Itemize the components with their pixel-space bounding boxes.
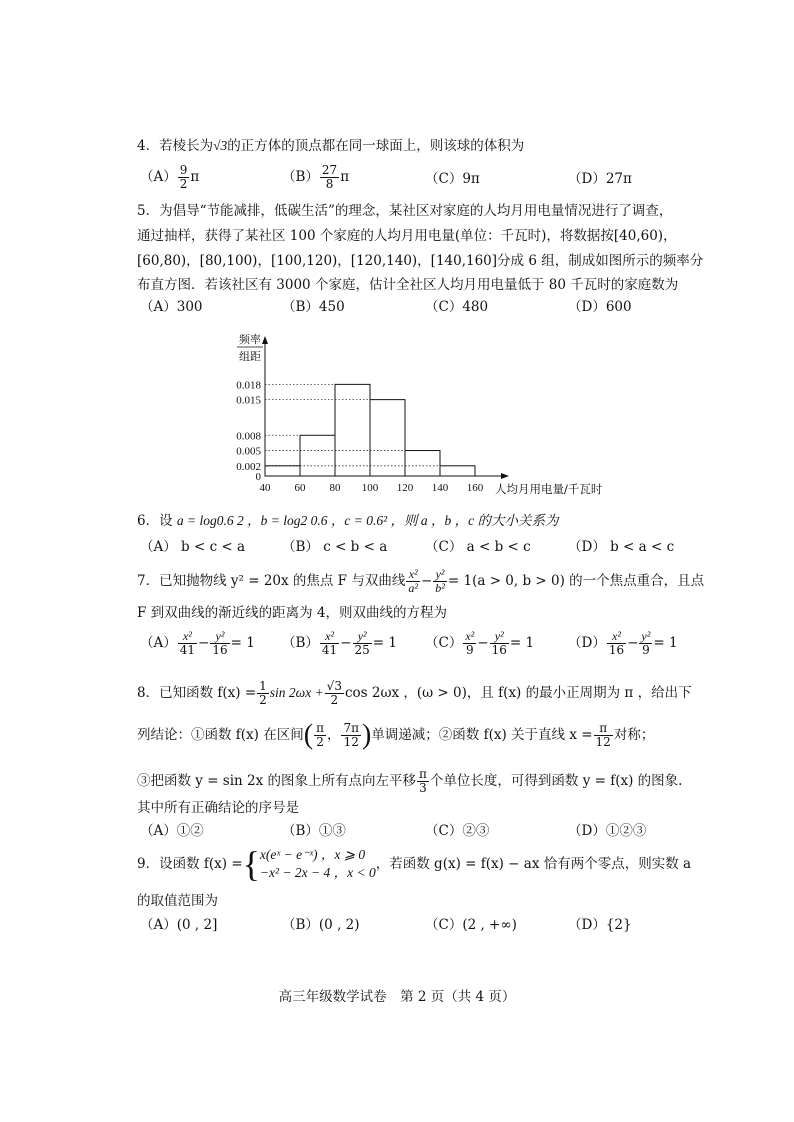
q4-option-c: （C）9π [425,171,480,187]
q7-option-a: （A） $\frac{\text{x²}}{41}$ − $\frac{\text{y²}}{16}$ = 1 [140,629,255,657]
q9-line-2: 的取值范围为 [137,893,218,909]
q9-option-a: （A）(0 , 2] [140,917,218,933]
q7-option-c: （C） $\frac{\text{x²}}{9}$ − $\frac{\text{y²}}{16}$ = 1 [425,629,535,657]
q9-option-c: （C）(2 , +∞) [425,917,517,933]
q5-line-1: 5．为倡导“节能减排，低碳生活”的理念，某社区对家庭的人均月用电量情况进行了调查， [137,203,673,219]
q5-line-4: 布直方图．若该社区有 3000 个家庭，估计全社区人均月用电量低于 80 千瓦时的家庭数为 [137,277,679,293]
q7-option-d: （D） $\frac{\text{x²}}{16}$ − $\frac{\text{y²}}{9}$ = 1 [568,629,678,657]
y-axis-label-denominator: 组距 [239,350,261,363]
q9-option-b: （B）(0 , 2) [282,917,360,933]
q6-option-a: （A） b < c < a [140,539,246,555]
x-tick-label: 120 [396,482,414,494]
x-tick-label: 100 [361,482,379,494]
y-tick-label: 0 [255,471,261,483]
q4-option-a [140,164,199,191]
q8-stem: 8．已知函数 f(x) = $\frac{1}{2}$ sin 2ωx + $\frac{√3}{2}$ cos 2ωx ，(ω > 0)，且 f(x) 的最小正周期为 π ，给出下 [137,679,692,707]
q8-option-a: （A）①② [140,823,204,839]
option-label: （A） [140,169,177,185]
q5-option-c: （C）480 [425,299,489,315]
q5-option-b: （B）450 [282,299,345,315]
q6-option-d: （D） b < a < c [568,539,675,555]
y-axis-arrow [262,336,268,344]
q6-option-c: （C） a < b < c [425,539,531,555]
x-tick-label: 160 [466,482,484,494]
fraction-y2-b2: $\frac{\text{y²}}{\text{b²}}$ [435,567,445,595]
option-label: （B） [282,169,319,185]
q4-suffix: 的正方体的顶点都在同一球面上，则该球的体积为 [227,138,525,154]
x-tick-label: 80 [329,482,341,494]
q4-stem [137,137,524,155]
page-footer: 高三年级数学试卷 第 2 页（共 4 页） [278,989,516,1005]
y-tick-label: 0.015 [236,394,261,407]
x-tick-label: 60 [294,482,306,494]
q7-option-b: （B） $\frac{\text{x²}}{41}$ − $\frac{\text{y²}}{25}$ = 1 [282,629,397,657]
pi-symbol: π [190,169,200,185]
q8-line-2: 列结论：①函数 f(x) 在区间( $\frac{\pi}{2}$ ， $\frac{7\pi}{12}$ )单调递减；②函数 f(x) 关于直线 x = $\frac{\pi}{12}$ 对称； [137,719,655,751]
histogram-bar [405,451,440,476]
histogram-bar [440,466,475,476]
q6-stem [137,512,559,530]
fraction: $\frac{9}{2}$ [179,163,188,191]
q5-line-2: 通过抽样，获得了某社区 100 个家庭的人均月用电量(单位：千瓦时)，将数据按[40,60)， [137,228,677,244]
histogram-bar [335,384,370,476]
q7-suffix: = 1(a > 0, b > 0) 的一个焦点重合，且点 [447,573,705,589]
q8-option-d: （D）①②③ [568,823,647,839]
q8-option-c: （C）②③ [425,823,490,839]
q5-option-d: （D）600 [568,299,632,315]
histogram-bar [300,435,335,476]
y-tick-label: 0.008 [236,430,261,443]
frequency-histogram [225,330,603,500]
q9-option-d: （D）{2} [568,917,632,933]
pi-symbol: π [340,169,350,185]
histogram-bar [265,466,300,476]
q5-line-3: [60,80)，[80,100)，[100,120)，[120,140)，[140,160]分成 6 组，制成如图所示的频率分 [137,253,704,269]
fraction: $\frac{27}{8}$ [321,163,338,191]
y-tick-label: 0.018 [236,379,261,392]
x-tick-label: 40 [259,482,271,494]
piecewise-definition: x(eˣ − e⁻ˣ) ，x ⩾ 0 −x² − 2x − 4 ，x < 0 [259,847,376,880]
histogram-bar [370,400,405,476]
q4-option-d: （D）27π [568,171,632,187]
q4-option-b [282,164,349,191]
y-tick-label: 0.005 [236,445,261,458]
y-axis-label-numerator: 频率 [239,333,261,346]
x-tick-label: 140 [431,482,449,494]
x-axis-label: 人均月用电量/千瓦时 [495,482,603,496]
y-tick-label: 0.002 [236,460,261,473]
q5-option-a: （A）300 [140,299,203,315]
q6-prefix: 6．设 [137,513,177,529]
fraction-x2-a2: $\frac{\text{x²}}{\text{a²}}$ [408,567,418,595]
q8-line-4: 其中所有正确结论的序号是 [137,800,299,816]
q4-sqrt3: √3 [213,138,228,153]
q8-line-3: ③把函数 y = sin 2x 的图象上所有点向左平移 $\frac{\pi}{3}$ 个单位长度，可得到函数 y = f(x) 的图象. [137,767,683,795]
q7-stem: 7．已知抛物线 y² = 20x 的焦点 F 与双曲线 $\frac{\text{x²}}{\text{a²}}$ − $\frac{\text{y²}}{\text{b²}}$ = 1(a > 0, b > 0) 的一个焦点重合，且点 [137,567,705,595]
q6-option-b: （B） c < b < a [282,539,388,555]
q7-prefix: 7．已知抛物线 y² = 20x 的焦点 F 与双曲线 [137,573,406,589]
q4-prefix: 4．若棱长为 [137,138,214,154]
q8-option-b: （B）①③ [282,823,346,839]
q6-expression: a = log0.6 2 ，b = log2 0.6 ，c = 0.6² ，则 a ，b ，c 的大小关系为 [176,513,559,528]
q9-stem: 9．设函数 f(x) ={ x(eˣ − e⁻ˣ) ，x ⩾ 0 −x² − 2x − 4 ，x < 0 ，若函数 g(x) = f(x) − ax 恰有两个零点，则实数 a [137,844,692,884]
x-axis-arrow [501,473,509,479]
q7-line-2: F 到双曲线的渐近线的距离为 4，则双曲线的方程为 [137,605,448,621]
